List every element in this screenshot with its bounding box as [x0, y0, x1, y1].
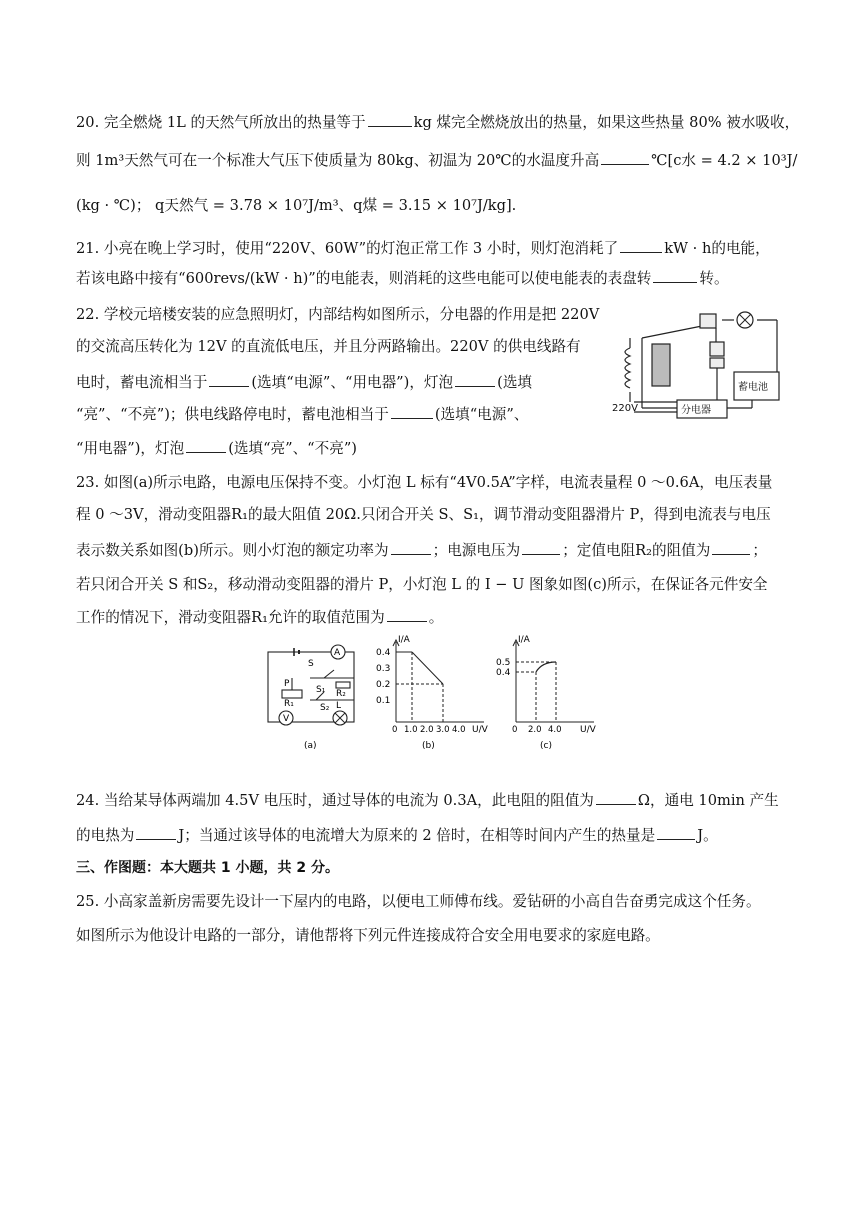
figure-a-caption: (a): [304, 741, 317, 751]
figure-c-xtick: 0: [512, 725, 518, 735]
voltage-label: 220V: [612, 403, 638, 414]
q24-text: Ω，通电 10min 产生: [637, 792, 779, 809]
q20-line-2: [76, 150, 797, 171]
answer-blank[interactable]: [368, 112, 412, 127]
figure-b-ytick: 0.2: [376, 680, 391, 690]
figure-b-xtick: 0: [392, 725, 398, 735]
q22-text: (选填: [497, 374, 533, 391]
q25-line-1: 25. 小高家盖新房需要先设计一下屋内的电路，以便电工师傅布线。爱钻研的小高自告奋勇完成这个任务。: [76, 893, 761, 910]
answer-blank[interactable]: [455, 372, 495, 387]
q22-text: “亮”、“不亮”)；供电线路停电时，蓄电池相当于: [76, 406, 389, 423]
q23-text: ；电源电压为: [432, 542, 521, 559]
q22-line-2: 的交流高压转化为 12V 的直流低电压，并且分两路输出。220V 的供电线路有: [76, 338, 581, 355]
q23-line-3: [76, 540, 767, 561]
figure-c-ylabel: I/A: [518, 635, 530, 645]
q21-text: 转。: [699, 270, 729, 287]
label-l: L: [336, 701, 342, 711]
q22-line-1: 22. 学校元培楼安装的应急照明灯，内部结构如图所示，分电器的作用是把 220V: [76, 306, 600, 323]
q23-text: 。: [428, 609, 444, 626]
q22-circuit-figure: [612, 308, 792, 423]
figure-b-caption: (b): [422, 741, 435, 751]
answer-blank[interactable]: [522, 540, 560, 555]
q23-line-5: [76, 607, 443, 628]
q23-figure-b: [372, 634, 496, 752]
q22-text: (选填“电源”、“用电器”)，灯泡: [251, 374, 454, 391]
q23-line-4: 若只闭合开关 S 和S₂，移动滑动变阻器的滑片 P，小灯泡 L 的 I − U 图象如图(c)所示，在保证各元件安全: [76, 576, 768, 593]
figure-b-xtick: 2.0: [420, 725, 434, 735]
figure-b-ylabel: I/A: [398, 635, 410, 645]
figure-b-ytick: 0.4: [376, 648, 391, 658]
q23-text: 工作的情况下，滑动变阻器R₁允许的取值范围为: [76, 609, 385, 626]
answer-blank[interactable]: [391, 540, 431, 555]
answer-blank[interactable]: [209, 372, 249, 387]
section-heading: 三、作图题：本大题共 1 小题，共 2 分。: [76, 860, 339, 876]
q22-text: 电时，蓄电流相当于: [76, 374, 208, 391]
label-s1: S₁: [316, 685, 326, 695]
label-s2: S₂: [320, 703, 330, 713]
answer-blank[interactable]: [596, 790, 636, 805]
q21-text: kW · h的电能，: [664, 240, 770, 257]
answer-blank[interactable]: [186, 438, 226, 453]
q23-text: ；定值电阻R₂的阻值为: [562, 542, 711, 559]
q20-text: 则 1m³天然气可在一个标准大气压下使质量为 80kg、初温为 20℃的水温度升高: [76, 152, 600, 169]
q24-text: 的电热为: [76, 827, 135, 844]
q20-line-3: (kg · ℃)； q天然气 = 3.78 × 10⁷J/m³、q煤 = 3.15 × 10⁷J/kg].: [76, 197, 517, 214]
figure-b-xtick: 3.0: [436, 725, 450, 735]
q23-text: 表示数关系如图(b)所示。则小灯泡的额定功率为: [76, 542, 389, 559]
label-a: A: [334, 648, 341, 658]
q20-text: 20. 完全燃烧 1L 的天然气所放出的热量等于: [76, 114, 366, 131]
label-v: V: [283, 714, 290, 724]
label-s: S: [308, 659, 314, 669]
figure-c-ytick: 0.5: [496, 658, 511, 668]
q24-text: 24. 当给某导体两端加 4.5V 电压时，通过导体的电流为 0.3A，此电阻的阻值为: [76, 792, 594, 809]
q22-line-4: [76, 404, 528, 425]
figure-b-xtick: 1.0: [404, 725, 418, 735]
label-r1: R₁: [284, 699, 294, 709]
q23-line-1: 23. 如图(a)所示电路，电源电压保持不变。小灯泡 L 标有“4V0.5A”字样，电流表量程 0 ～0.6A，电压表量: [76, 474, 773, 491]
q22-text: (选填“电源”、: [434, 406, 529, 423]
figure-b-ytick: 0.3: [376, 664, 391, 674]
figure-b-ytick: 0.1: [376, 696, 391, 706]
q21-text: 21. 小亮在晚上学习时，使用“220V、60W”的灯泡正常工作 3 小时，则灯泡消耗了: [76, 240, 619, 257]
answer-blank[interactable]: [136, 825, 176, 840]
label-r2: R₂: [336, 689, 346, 699]
answer-blank[interactable]: [712, 540, 750, 555]
figure-c-caption: (c): [540, 741, 552, 751]
q21-line-2: [76, 268, 729, 289]
answer-blank[interactable]: [391, 404, 433, 419]
q23-text: ；: [752, 542, 767, 559]
q21-line-1: [76, 238, 770, 259]
figure-c-xlabel: U/V: [580, 725, 596, 735]
figure-b-xtick: 4.0: [452, 725, 466, 735]
q21-text: 若该电路中接有“600revs/(kW · h)”的电能表，则消耗的这些电能可以使电能表的表盘转: [76, 270, 652, 287]
divider-label: 分电器: [681, 405, 711, 416]
q22-line-5: [76, 438, 357, 459]
q22-line-3: [76, 372, 532, 393]
q23-figure-a: [264, 640, 376, 752]
answer-blank[interactable]: [387, 607, 427, 622]
answer-blank[interactable]: [657, 825, 695, 840]
q24-line-1: [76, 790, 779, 811]
q24-text: J。: [697, 827, 718, 844]
q20-text: kg 煤完全燃烧放出的热量，如果这些热量 80% 被水吸收，: [413, 114, 800, 131]
battery-label: 蓄电池: [738, 382, 768, 393]
answer-blank[interactable]: [653, 268, 697, 283]
q22-text: “用电器”)，灯泡: [76, 440, 185, 457]
label-p: P: [284, 679, 290, 689]
q22-text: (选填“亮”、“不亮”): [228, 440, 357, 457]
q23-figure-c: [494, 634, 606, 752]
q20-text: ℃[c水 = 4.2 × 10³J/: [651, 152, 798, 169]
figure-c-xtick: 2.0: [528, 725, 542, 735]
answer-blank[interactable]: [601, 150, 649, 165]
q23-line-2: 程 0 ～3V，滑动变阻器R₁的最大阻值 20Ω.只闭合开关 S、S₁，调节滑动变阻器滑片 P，得到电流表与电压: [76, 506, 771, 523]
q20-line-1: [76, 112, 799, 133]
figure-c-xtick: 4.0: [548, 725, 562, 735]
q24-line-2: [76, 825, 718, 846]
figure-b-xlabel: U/V: [472, 725, 488, 735]
q25-line-2: 如图所示为他设计电路的一部分，请他帮将下列元件连接成符合安全用电要求的家庭电路。: [76, 927, 660, 944]
figure-c-ytick: 0.4: [496, 668, 511, 678]
q24-text: J；当通过该导体的电流增大为原来的 2 倍时，在相等时间内产生的热量是: [178, 827, 656, 844]
answer-blank[interactable]: [620, 238, 662, 253]
